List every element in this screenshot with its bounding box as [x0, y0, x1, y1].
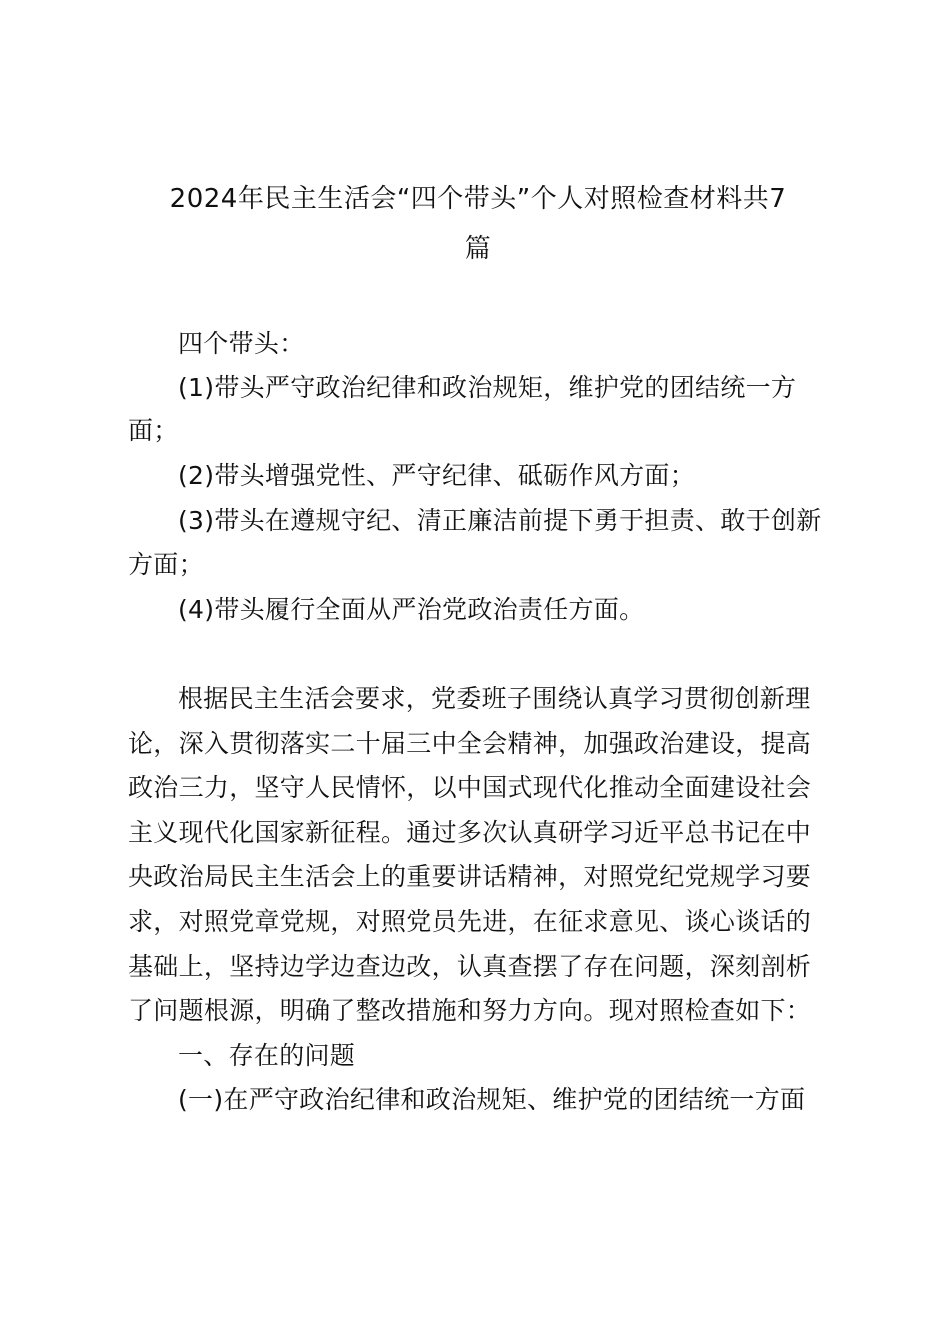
body-paragraph-line: 根据民主生活会要求，党委班子围绕认真学习贯彻创新理: [178, 684, 811, 713]
document-title-continuation: 篇: [464, 234, 492, 264]
item-1-line-1: (1)带头严守政治纪律和政治规矩，维护党的团结统一方: [178, 373, 797, 402]
item-4: (4)带头履行全面从严治党政治责任方面。: [178, 595, 645, 624]
intro-heading: 四个带头：: [178, 329, 305, 358]
item-3-line-1: (3)带头在遵规守纪、清正廉洁前提下勇于担责、敢于创新: [178, 506, 822, 535]
subsection-heading: (一)在严守政治纪律和政治规矩、维护党的团结统一方面: [178, 1085, 806, 1114]
item-3-line-2: 方面；: [128, 550, 204, 579]
body-paragraph-line: 基础上，坚持边学边查边改，认真查摆了存在问题，深刻剖析: [128, 952, 812, 981]
body-paragraph-line: 主义现代化国家新征程。通过多次认真研学习近平总书记在中: [128, 818, 812, 847]
section-heading: 一、存在的问题: [178, 1041, 356, 1070]
document-title: 2024年民主生活会“四个带头”个人对照检查材料共7: [169, 184, 787, 214]
body-paragraph-line: 政治三力，坚守人民情怀，以中国式现代化推动全面建设社会: [128, 773, 812, 802]
body-paragraph-line: 央政治局民主生活会上的重要讲话精神，对照党纪党规学习要: [128, 862, 812, 891]
item-2: (2)带头增强党性、严守纪律、砥砺作风方面；: [178, 461, 696, 490]
body-paragraph-line: 求，对照党章党规，对照党员先进，在征求意见、谈心谈话的: [128, 907, 812, 936]
body-paragraph-line: 论，深入贯彻落实二十届三中全会精神，加强政治建设，提高: [128, 729, 812, 758]
item-1-line-2: 面；: [128, 416, 179, 445]
body-paragraph-line: 了问题根源，明确了整改措施和努力方向。现对照检查如下：: [128, 996, 812, 1025]
